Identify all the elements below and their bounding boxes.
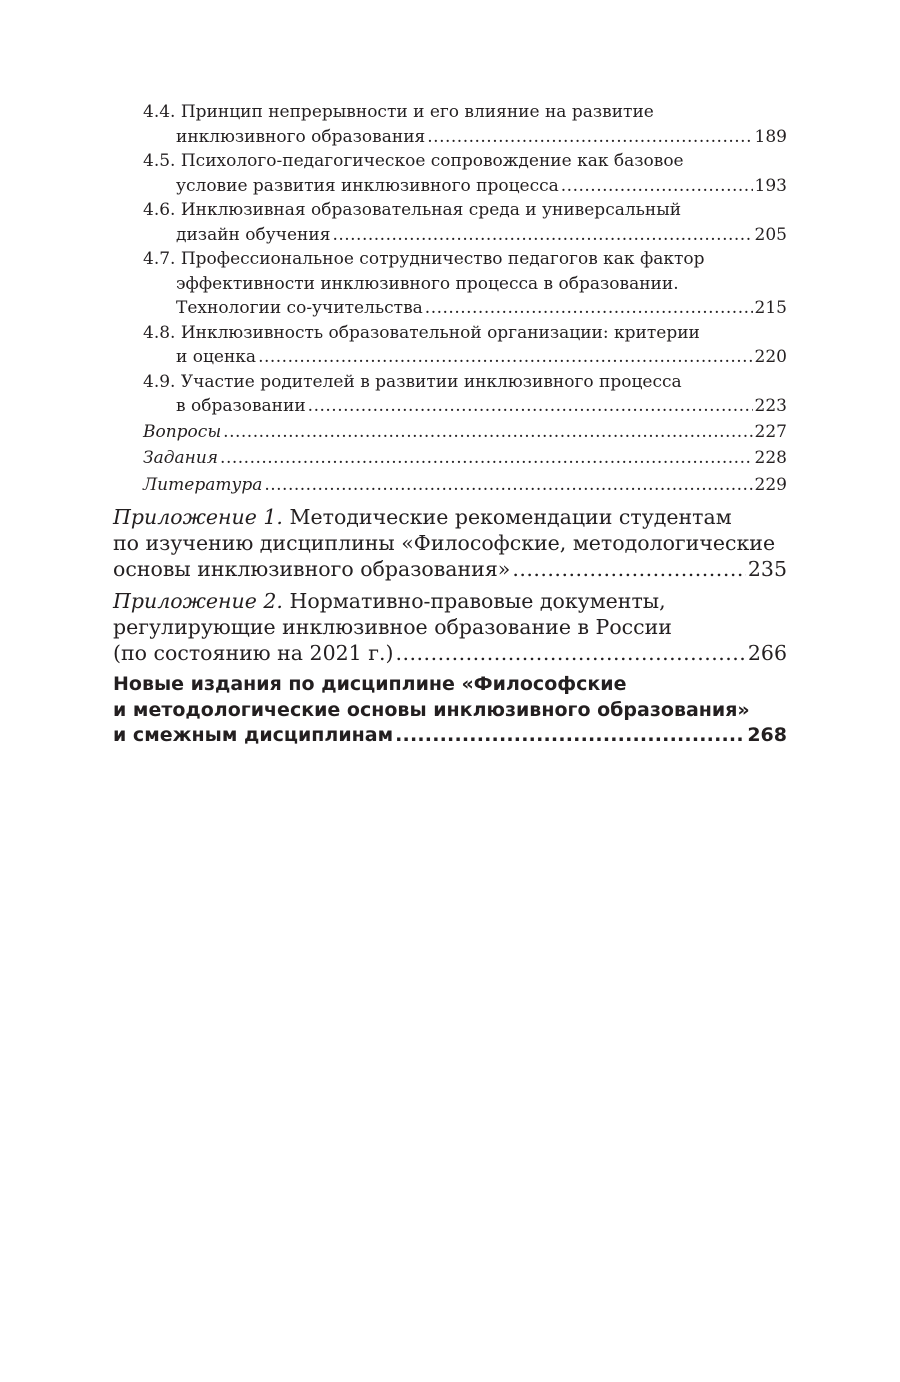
toc-entry-title: Нормативно-правовые документы, xyxy=(289,589,666,613)
toc-entry-title: Методические рекомендации студентам xyxy=(289,505,732,529)
toc-entry-title: дизайн обучения xyxy=(176,224,331,245)
toc-entry-title: и смежным дисциплинам xyxy=(113,724,394,746)
page-number: 235 xyxy=(747,557,787,581)
page-number: 215 xyxy=(754,298,787,318)
toc-entry-tasks[interactable] xyxy=(113,445,787,472)
toc-entry-title: и оценка xyxy=(176,347,257,367)
page-number: 223 xyxy=(754,396,787,416)
toc-entry-4-4[interactable] xyxy=(113,100,787,149)
toc-entry-title: инклюзивного образования xyxy=(176,126,426,147)
toc-entry-title: условие развития инклюзивного процесса xyxy=(176,175,559,196)
dot-leader xyxy=(395,640,745,666)
page-number: 189 xyxy=(754,126,787,147)
toc-entry-title: 4.9. Участие родителей в развитии инклюзивного процесса xyxy=(143,371,682,392)
page-number: 228 xyxy=(754,448,787,468)
dot-leader xyxy=(512,556,746,582)
dot-leader xyxy=(561,174,753,199)
toc-entry-literature[interactable] xyxy=(113,472,787,499)
toc-entry-4-6[interactable] xyxy=(113,198,787,247)
dot-leader xyxy=(425,296,753,321)
dot-leader xyxy=(427,125,752,150)
toc-entry-title: Задания xyxy=(143,448,219,468)
toc-entry-title: и методологические основы инклюзивного образования» xyxy=(113,698,750,721)
dot-leader xyxy=(332,223,752,248)
page-number: 266 xyxy=(747,641,787,665)
appendix-label: Приложение 2. xyxy=(113,589,283,613)
toc-entry-4-5[interactable] xyxy=(113,149,787,198)
toc-entry-title: 4.8. Инклюзивность образовательной организации: критерии xyxy=(143,322,700,343)
toc-entry-title: Литература xyxy=(143,474,263,495)
toc-entry-title: 4.6. Инклюзивная образовательная среда и универсальный xyxy=(143,200,682,220)
page-number: 220 xyxy=(754,347,787,367)
page-number: 229 xyxy=(754,474,787,495)
toc-entry-questions[interactable] xyxy=(113,419,787,446)
toc-entry-title: Вопросы xyxy=(143,421,222,442)
page-number: 227 xyxy=(754,421,787,442)
dot-leader xyxy=(395,723,745,749)
dot-leader xyxy=(264,472,752,499)
toc-entry-new-editions[interactable] xyxy=(113,672,787,749)
dot-leader xyxy=(223,419,752,446)
toc-entry-appendix-1[interactable] xyxy=(113,504,787,582)
toc-entry-title: Технологии со-учительства xyxy=(176,298,423,318)
dot-leader xyxy=(220,445,753,472)
toc-entry-title: 4.4. Принцип непрерывности и его влияние на развитие xyxy=(143,102,654,122)
dot-leader xyxy=(308,394,753,419)
page-number: 205 xyxy=(754,224,787,245)
toc-entry-title: основы инклюзивного образования» xyxy=(113,557,511,581)
table-of-contents xyxy=(113,100,787,749)
page-number: 268 xyxy=(747,724,787,746)
page-number: 193 xyxy=(754,175,787,196)
toc-entry-title: регулирующие инклюзивное образование в России xyxy=(113,615,672,639)
toc-entry-4-8[interactable] xyxy=(113,321,787,370)
toc-entry-title: 4.5. Психолого-педагогическое сопровождение как базовое xyxy=(143,151,684,171)
toc-entry-4-7[interactable] xyxy=(113,247,787,321)
toc-entry-title: (по состоянию на 2021 г.) xyxy=(113,641,394,665)
toc-entry-appendix-2[interactable] xyxy=(113,588,787,666)
toc-entry-4-9[interactable] xyxy=(113,370,787,419)
toc-entry-title: Новые издания по дисциплине «Философские xyxy=(113,673,627,695)
toc-entry-title: эффективности инклюзивного процесса в образовании. xyxy=(176,273,679,294)
toc-entry-title: 4.7. Профессиональное сотрудничество педагогов как фактор xyxy=(143,249,705,269)
toc-entry-title: в образовании xyxy=(176,396,306,416)
toc-entry-title: по изучению дисциплины «Философские, методологические xyxy=(113,531,776,555)
dot-leader xyxy=(258,345,752,370)
appendix-label: Приложение 1. xyxy=(113,505,283,529)
